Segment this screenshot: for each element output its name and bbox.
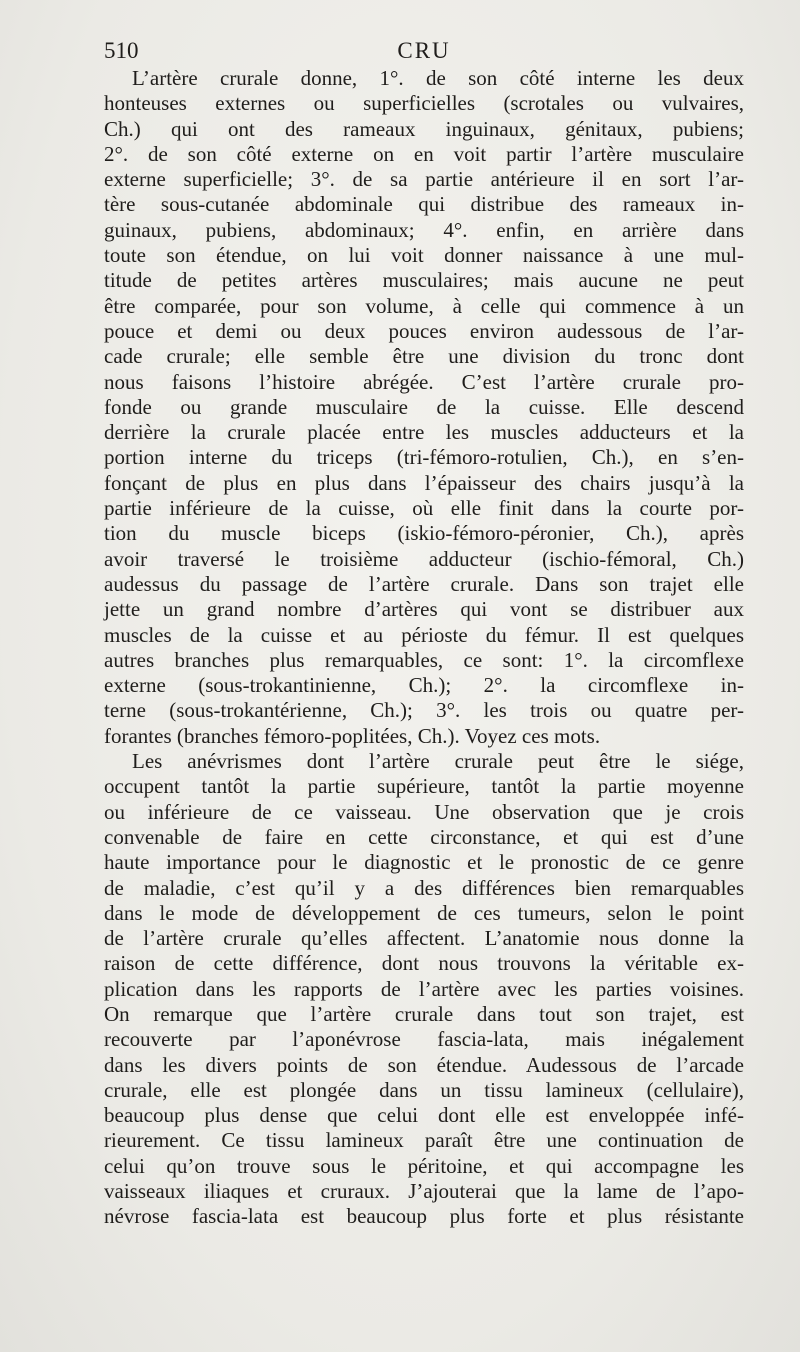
text-line: recouverte par l’aponévrose fascia-lata, mais inégalement: [104, 1027, 744, 1052]
text-line: audessus du passage de l’artère crurale. Dans son trajet elle: [104, 571, 744, 596]
paragraph: [104, 66, 744, 749]
text-line: dans les divers points de son étendue. Audessous de l’arcade: [104, 1052, 744, 1077]
text-line: titude de petites artères musculaires; mais aucune ne peut: [104, 268, 744, 293]
text-line: tion du muscle biceps (iskio-fémoro-péronier, Ch.), après: [104, 521, 744, 546]
text-line: forantes (branches fémoro-poplitées, Ch.). Voyez ces mots.: [104, 723, 601, 748]
text-line: occupent tantôt la partie supérieure, tantôt la partie moyenne: [104, 774, 744, 799]
text-line: nous faisons l’histoire abrégée. C’est l’artère crurale pro-: [104, 369, 744, 394]
text-line: plication dans les rapports de l’artère avec les parties voisines.: [104, 976, 744, 1001]
text-line: externe superficielle; 3°. de sa partie antérieure il en sort l’ar-: [104, 167, 744, 192]
text-line: pouce et demi ou deux pouces environ audessous de l’ar-: [104, 318, 744, 343]
text-line: jette un grand nombre d’artères qui vont se distribuer aux: [104, 597, 744, 622]
text-line: avoir traversé le troisième adducteur (ischio-fémoral, Ch.): [104, 546, 744, 571]
text-line: muscles de la cuisse et au périoste du fémur. Il est quelques: [104, 622, 744, 647]
text-line: derrière la crurale placée entre les muscles adducteurs et la: [104, 420, 744, 445]
text-line: être comparée, pour son volume, à celle qui commence à un: [104, 293, 744, 318]
text-line: fonde ou grande musculaire de la cuisse. Elle descend: [104, 394, 744, 419]
text-line: névrose fascia-lata est beaucoup plus forte et plus résistante: [104, 1204, 744, 1229]
text-line: dans le mode de développement de ces tumeurs, selon le point: [104, 900, 744, 925]
text-line: vaisseaux iliaques et cruraux. J’ajouterai que la lame de l’apo-: [104, 1179, 744, 1204]
running-head: CRU: [397, 38, 451, 63]
text-line: guinaux, pubiens, abdominaux; 4°. enfin, en arrière dans: [104, 217, 744, 242]
page-header: [104, 38, 744, 66]
text-line: haute importance pour le diagnostic et le pronostic de ce genre: [104, 850, 744, 875]
text-line: terne (sous-trokantérienne, Ch.); 3°. les trois ou quatre per-: [104, 698, 744, 723]
text-line: Ch.) qui ont des rameaux inguinaux, génitaux, pubiens;: [104, 116, 744, 141]
text-line: fonçant de plus en plus dans l’épaisseur des chairs jusqu’à la: [104, 470, 744, 495]
text-line: autres branches plus remarquables, ce sont: 1°. la circomflexe: [104, 647, 744, 672]
text-line: de maladie, c’est qu’il y a des différences bien remarquables: [104, 875, 744, 900]
text-line: crurale, elle est plongée dans un tissu lamineux (cellulaire),: [104, 1077, 744, 1102]
text-line: toute son étendue, on lui voit donner naissance à une mul-: [104, 243, 744, 268]
text-line: partie inférieure de la cuisse, où elle finit dans la courte por-: [104, 496, 744, 521]
text-line: L’artère crurale donne, 1°. de son côté interne les deux: [132, 66, 744, 90]
text-line: beaucoup plus dense que celui dont elle est enveloppée infé-: [104, 1103, 744, 1128]
text-line: tère sous-cutanée abdominale qui distribue des rameaux in-: [104, 192, 744, 217]
page-number: 510: [104, 38, 139, 63]
text-line: celui qu’on trouve sous le péritoine, et qui accompagne les: [104, 1153, 744, 1178]
text-line: cade crurale; elle semble être une division du tronc dont: [104, 344, 744, 369]
text-line: honteuses externes ou superficielles (scrotales ou vulvaires,: [104, 91, 744, 116]
text-line: rieurement. Ce tissu lamineux paraît être une continuation de: [104, 1128, 744, 1153]
text-line: On remarque que l’artère crurale dans tout son trajet, est: [104, 1001, 744, 1026]
text-line: de l’artère crurale qu’elles affectent. L’anatomie nous donne la: [104, 926, 744, 951]
text-line: convenable de faire en cette circonstance, et qui est d’une: [104, 824, 744, 849]
text-line: externe (sous-trokantinienne, Ch.); 2°. la circomflexe in-: [104, 673, 744, 698]
paragraph: [104, 749, 744, 1230]
body-text: [104, 66, 744, 1230]
text-line: ou inférieure de ce vaisseau. Une observation que je crois: [104, 799, 744, 824]
text-line: 2°. de son côté externe on en voit partir l’artère musculaire: [104, 141, 744, 166]
text-line: portion interne du triceps (tri-fémoro-rotulien, Ch.), en s’en-: [104, 445, 744, 470]
text-line: raison de cette différence, dont nous trouvons la véritable ex-: [104, 951, 744, 976]
text-line: Les anévrismes dont l’artère crurale peut être le siége,: [132, 749, 744, 774]
